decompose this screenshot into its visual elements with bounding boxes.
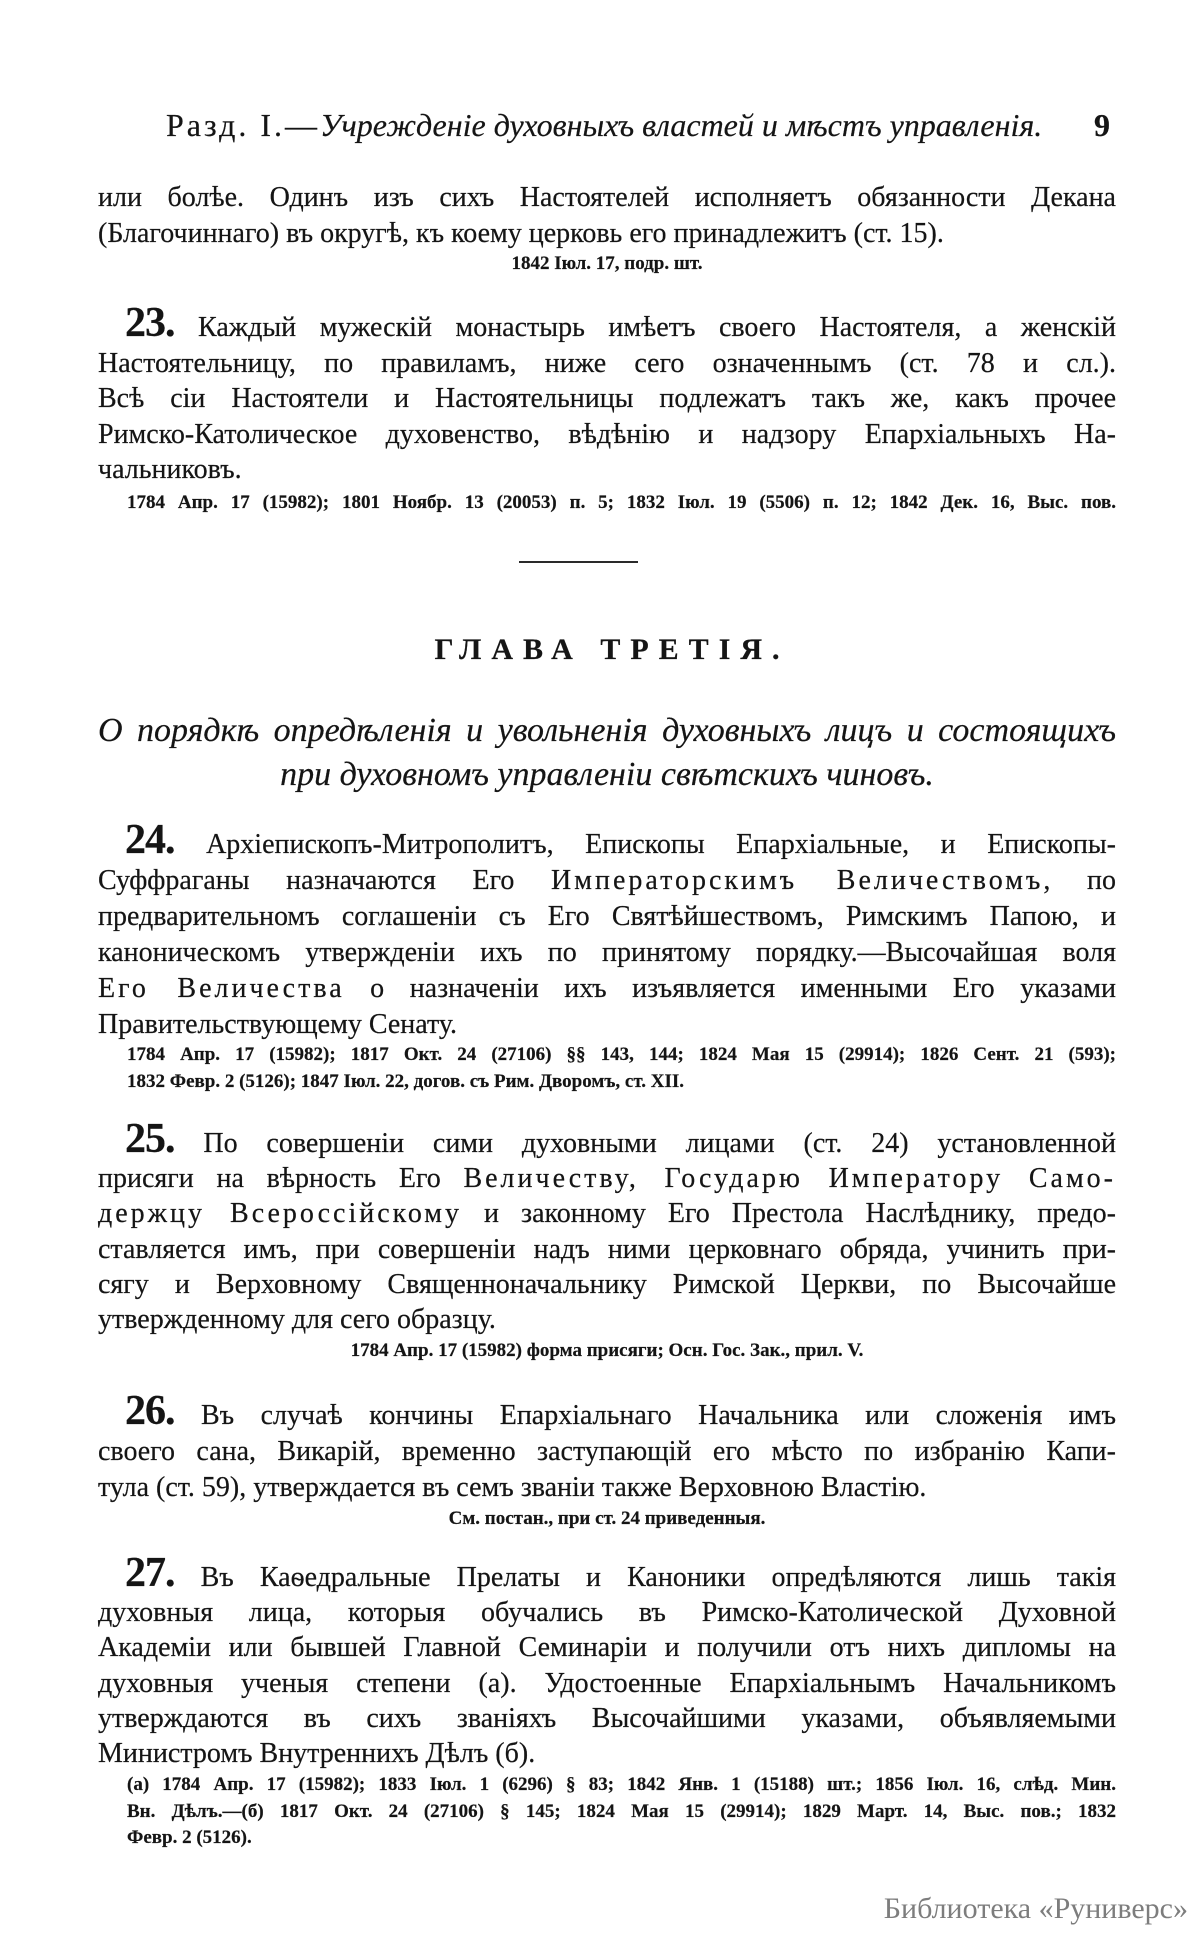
article-text-spaced: Его Величества	[98, 973, 345, 1004]
section-title: Учрежденіе духовныхъ властей и мѣстъ управленія.	[320, 107, 1043, 143]
article-line: своего сана, Викарій, временно заступающій его мѣсто по избранію Капи-	[98, 1436, 1116, 1467]
article-first-line	[98, 300, 1117, 346]
article-text: Каждый мужескій монастырь имѣетъ своего Настоятеля, а женскій	[198, 312, 1117, 343]
chapter-subtitle-line: при духовномъ управленіи свѣтскихъ чиновъ.	[280, 756, 934, 793]
article-text-spaced: Величеству, Государю Императору Само-	[463, 1163, 1116, 1195]
article-line: тула (ст. 59), утверждается въ семъ званіи также Верховною Властію.	[98, 1472, 927, 1503]
article-text: Въ случаѣ кончины Епархіальнаго Начальника или сложенія имъ	[200, 1400, 1117, 1431]
section-label: Разд. I.—	[166, 107, 320, 143]
article-line: предварительномъ соглашеніи съ Его Святѣйшествомъ, Римскимъ Папою, и	[98, 901, 1116, 932]
article-text-spaced: Императорскимъ Величествомъ	[551, 865, 1044, 896]
article-27	[98, 1550, 1116, 1771]
page-number: 9	[1094, 107, 1110, 143]
article-line: Министромъ Внутреннихъ Дѣлъ (б).	[98, 1737, 536, 1769]
article-line: Правительствующему Сенату.	[98, 1009, 458, 1040]
article-first-line	[98, 1116, 1116, 1162]
citation-line: 1842 Іюл. 17, подр. шт.	[511, 253, 703, 274]
article-text: Въ Каѳедральные Прелаты и Каноники опредѣляются лишь такія	[200, 1562, 1116, 1593]
citation-line: Вн. Дѣлъ.—(б) 1817 Окт. 24 (27106) § 145; 1824 Мая 15 (29914); 1829 Март. 14, Выс. пов.; 1832	[127, 1800, 1116, 1822]
article-number: 24.	[125, 817, 175, 863]
article-line	[98, 971, 1116, 1007]
article-text: Суффраганы назначаются Его	[98, 865, 552, 896]
article-24	[98, 817, 1117, 1043]
citation-line: 1832 Февр. 2 (5126); 1847 Іюл. 22, догов. съ Рим. Дворомъ, ст. XII.	[127, 1070, 684, 1092]
article-first-line	[98, 1388, 1117, 1434]
citation-line: 1784 Апр. 17 (15982) форма присяги; Осн. Гос. Зак., прил. V.	[350, 1340, 864, 1361]
article-text: Архіепископъ-Митрополитъ, Епископы Епархіальные, и Епископы-	[206, 829, 1117, 860]
article-line	[98, 1196, 1116, 1231]
article-number: 23.	[125, 300, 175, 346]
library-watermark: Библиотека «Руниверс»	[883, 1892, 1188, 1925]
article-text: и законному Его Престола Наслѣднику, предо-	[462, 1198, 1116, 1230]
running-header	[166, 107, 1042, 143]
article-line: сягу и Верховному Священноначальнику Римской Церкви, по Высочайше	[98, 1268, 1116, 1300]
article-line	[98, 1161, 1116, 1196]
paragraph-line: (Благочиннаго) въ округѣ, къ коему церковь его принадлежитъ (ст. 15).	[98, 217, 944, 249]
chapter-subtitle	[98, 709, 1116, 797]
chapter-subtitle-line: О порядкѣ опредѣленія и увольненія духовныхъ лицъ и состоящихъ	[98, 712, 1116, 749]
citation-block	[98, 251, 1116, 278]
article-text: о назначеніи ихъ изъявляется именными Его указами	[344, 973, 1116, 1004]
article-line: утвержденному для сего образцу.	[98, 1303, 496, 1335]
citation-block	[127, 1042, 1116, 1095]
chapter-title: ГЛАВА ТРЕТІЯ.	[434, 633, 790, 666]
article-line: духовныя лица, которыя обучались въ Римско-Католической Духовной	[98, 1597, 1116, 1629]
article-26	[98, 1388, 1117, 1506]
article-first-line	[98, 817, 1117, 863]
article-number: 25.	[125, 1116, 175, 1162]
article-line: Всѣ сіи Настоятели и Настоятельницы подлежатъ такъ же, какъ прочее	[98, 383, 1116, 414]
article-line: каноническомъ утвержденіи ихъ по принятому порядку.—Высочайшая воля	[98, 937, 1116, 968]
citation-block	[127, 1772, 1116, 1852]
article-line: ставляется имъ, при совершеніи надъ ними церковнаго обряда, учинить при-	[98, 1233, 1116, 1265]
article-first-line	[98, 1550, 1116, 1596]
article-number: 26.	[125, 1388, 175, 1434]
citation-line: 1784 Апр. 17 (15982); 1801 Ноябр. 13 (20053) п. 5; 1832 Іюл. 19 (5506) п. 12; 1842 Дек. 16, Выс. пов.	[127, 492, 1116, 513]
citation-block	[98, 1338, 1116, 1365]
article-line: чальниковъ.	[98, 454, 242, 485]
article-23	[98, 300, 1117, 488]
article-line: духовныя ученыя степени (а). Удостоенные Епархіальнымъ Начальникомъ	[98, 1667, 1116, 1699]
citation-line: Февр. 2 (5126).	[127, 1827, 252, 1848]
article-25	[98, 1116, 1116, 1337]
article-number: 27.	[125, 1550, 175, 1596]
continuation-paragraph	[98, 180, 1116, 251]
article-line	[98, 863, 1116, 899]
citation-block	[98, 1506, 1116, 1533]
citation-line: См. постан., при ст. 24 приведенныя.	[448, 1508, 766, 1529]
article-line: Настоятельницу, по правиламъ, ниже сего означеннымъ (ст. 78 и сл.).	[98, 347, 1116, 379]
article-line: Римско-Католическое духовенство, вѣдѣнію и надзору Епархіальныхъ На-	[98, 418, 1116, 450]
article-line: утверждаются въ сихъ званіяхъ Высочайшими указами, объявляемыми	[98, 1702, 1116, 1734]
article-text-spaced: держцу Всероссійскому	[98, 1198, 463, 1230]
citation-block	[127, 490, 1116, 517]
article-text: присяги на вѣрность Его	[98, 1163, 464, 1195]
separator-rule	[519, 561, 638, 563]
article-line: Академіи или бывшей Главной Семинаріи и получили отъ нихъ дипломы на	[98, 1632, 1116, 1664]
article-text: , по	[1043, 865, 1117, 896]
paragraph-line: или болѣе. Одинъ изъ сихъ Настоятелей исполняетъ обязанности Декана	[98, 182, 1116, 213]
citation-line: (а) 1784 Апр. 17 (15982); 1833 Іюл. 1 (6296) § 83; 1842 Янв. 1 (15188) шт.; 1856 Іюл. 16, слѣд. Мин.	[127, 1774, 1116, 1795]
citation-line: 1784 Апр. 17 (15982); 1817 Окт. 24 (27106) §§ 143, 144; 1824 Мая 15 (29914); 1826 Сент. 21 (593);	[127, 1044, 1116, 1065]
article-text: По совершеніи сими духовными лицами (ст. 24) установленной	[203, 1128, 1116, 1159]
